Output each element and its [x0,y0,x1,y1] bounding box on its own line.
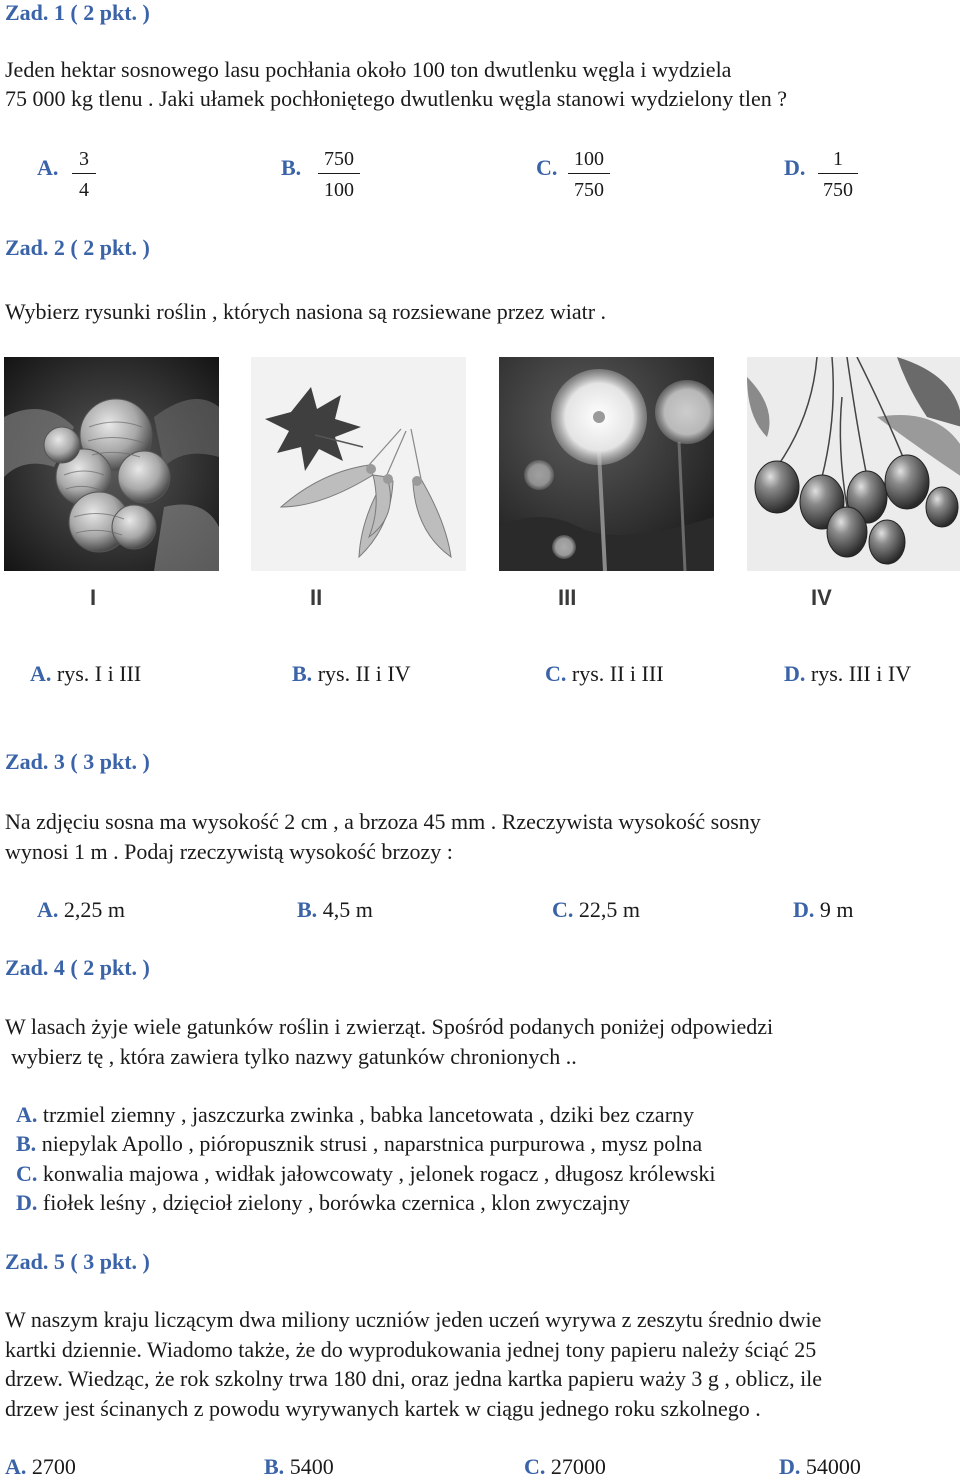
zad2-option-c[interactable] [545,659,664,689]
fraction-denominator: 100 [324,179,354,201]
fraction-bar [818,173,858,174]
option-letter: B. [16,1131,37,1156]
zad4-option-c[interactable] [16,1159,716,1189]
option-letter: D. [779,1454,801,1479]
option-letter: A. [16,1102,38,1127]
option-text: niepylak Apollo , pióropusznik strusi , naparstnica purpurowa , mysz polna [41,1131,703,1156]
option-text: rys. III i IV [810,661,912,686]
zad5-option-c[interactable] [524,1452,606,1482]
plant-photo-1-burdock [4,357,219,571]
zad3-option-b[interactable] [297,895,373,925]
photo-label-4: IV [811,585,832,610]
option-letter: B. [292,661,313,686]
option-text: 5400 [289,1454,334,1479]
plant-photo-4-hawthorn-berries [747,357,960,571]
zad4-option-a[interactable] [16,1100,694,1130]
zad1-option-a-fraction[interactable] [72,146,96,203]
fraction-denominator: 750 [574,179,604,201]
fraction-numerator: 1 [833,148,843,170]
zad1-header: Zad. 1 ( 2 pkt. ) [5,0,150,25]
option-text: 22,5 m [578,897,641,922]
zad4-option-b[interactable] [16,1129,702,1159]
fraction-numerator: 3 [79,148,89,170]
zad5-text-line3: drzew. Wiedząc, że rok szkolny trwa 180 dni, oraz jedna kartka papieru waży 3 g , oblicz, ile [5,1366,823,1391]
fraction-bar [568,173,610,174]
option-text: 2700 [31,1454,76,1479]
fraction-bar [72,173,96,174]
zad5-option-b[interactable] [264,1452,334,1482]
plant-photo-2-maple-seeds [251,357,466,571]
photo-label-2: II [310,585,323,610]
option-letter: D. [784,661,806,686]
option-text: rys. I i III [56,661,142,686]
fraction-denominator: 750 [823,179,853,201]
option-letter: D. [16,1190,38,1215]
option-letter: B. [264,1454,285,1479]
zad2-option-a[interactable] [30,659,141,689]
zad1-option-d-letter[interactable]: D. [784,155,806,180]
zad1-option-c-letter[interactable]: C. [536,155,558,180]
zad5-text-line2: kartki dziennie. Wiadomo także, że do wyprodukowania jednej tony papieru należy ściąć 25 [5,1337,817,1362]
option-text: 9 m [819,897,854,922]
zad5-text-line4: drzew jest ścinanych z powodu wyrywanych kartek w ciągu jednego roku szkolnego . [5,1396,761,1421]
zad1-text-line2: 75 000 kg tlenu . Jaki ułamek pochłoniętego dwutlenku węgla stanowi wydzielony tlen ? [5,86,788,111]
zad3-option-a[interactable] [37,895,125,925]
option-text: rys. II i IV [317,661,411,686]
zad3-option-c[interactable] [552,895,640,925]
zad5-option-d[interactable] [779,1452,861,1482]
zad2-option-d[interactable] [784,659,911,689]
fraction-denominator: 4 [79,179,89,201]
option-letter: C. [545,661,567,686]
zad1-option-d-fraction[interactable] [818,146,858,203]
fraction-numerator: 100 [574,148,604,170]
zad4-option-d[interactable] [16,1188,630,1218]
option-text: 4,5 m [322,897,373,922]
option-letter: A. [30,661,52,686]
option-text: fiołek leśny , dzięcioł zielony , borówka czernica , klon zwyczajny [42,1190,630,1215]
plant-photo-3-dandelion [499,357,714,571]
option-text: 27000 [550,1454,606,1479]
zad3-text-line2: wynosi 1 m . Podaj rzeczywistą wysokość brzozy : [5,839,453,864]
option-letter: A. [37,897,59,922]
fraction-bar [318,173,360,174]
zad5-option-a[interactable] [5,1452,76,1482]
zad3-option-d[interactable] [793,895,854,925]
option-text: konwalia majowa , widłak jałowcowaty , jelonek rogacz , długosz królewski [42,1161,716,1186]
zad1-option-a-letter[interactable]: A. [37,155,59,180]
option-letter: B. [297,897,318,922]
zad4-text-line2: wybierz tę , która zawiera tylko nazwy gatunków chronionych .. [11,1044,577,1069]
option-text: 54000 [805,1454,861,1479]
option-letter: D. [793,897,815,922]
option-letter: C. [524,1454,546,1479]
zad5-text-line1: W naszym kraju liczącym dwa miliony uczniów jeden uczeń wyrywa z zeszytu średnio dwie [5,1307,822,1332]
option-text: trzmiel ziemny , jaszczurka zwinka , babka lancetowata , dziki bez czarny [42,1102,695,1127]
zad1-option-b-letter[interactable]: B. [281,155,302,180]
option-letter: A. [5,1454,27,1479]
option-letter: C. [16,1161,38,1186]
zad2-option-b[interactable] [292,659,411,689]
fraction-numerator: 750 [324,148,354,170]
zad4-header: Zad. 4 ( 2 pkt. ) [5,955,150,980]
zad4-text-line1: W lasach żyje wiele gatunków roślin i zwierząt. Spośród podanych poniżej odpowiedzi [5,1014,774,1039]
photo-label-3: III [558,585,577,610]
zad2-header: Zad. 2 ( 2 pkt. ) [5,235,150,260]
option-letter: C. [552,897,574,922]
zad3-text-line1: Na zdjęciu sosna ma wysokość 2 cm , a brzoza 45 mm . Rzeczywista wysokość sosny [5,809,761,834]
zad2-text: Wybierz rysunki roślin , których nasiona są rozsiewane przez wiatr . [5,299,607,324]
zad1-text-line1: Jeden hektar sosnowego lasu pochłania około 100 ton dwutlenku węgla i wydziela [5,57,732,82]
zad5-header: Zad. 5 ( 3 pkt. ) [5,1249,150,1274]
photo-label-1: I [90,585,97,610]
zad1-option-b-fraction[interactable] [318,146,360,203]
option-text: rys. II i III [571,661,664,686]
zad3-header: Zad. 3 ( 3 pkt. ) [5,749,150,774]
option-text: 2,25 m [63,897,126,922]
zad1-option-c-fraction[interactable] [568,146,610,203]
